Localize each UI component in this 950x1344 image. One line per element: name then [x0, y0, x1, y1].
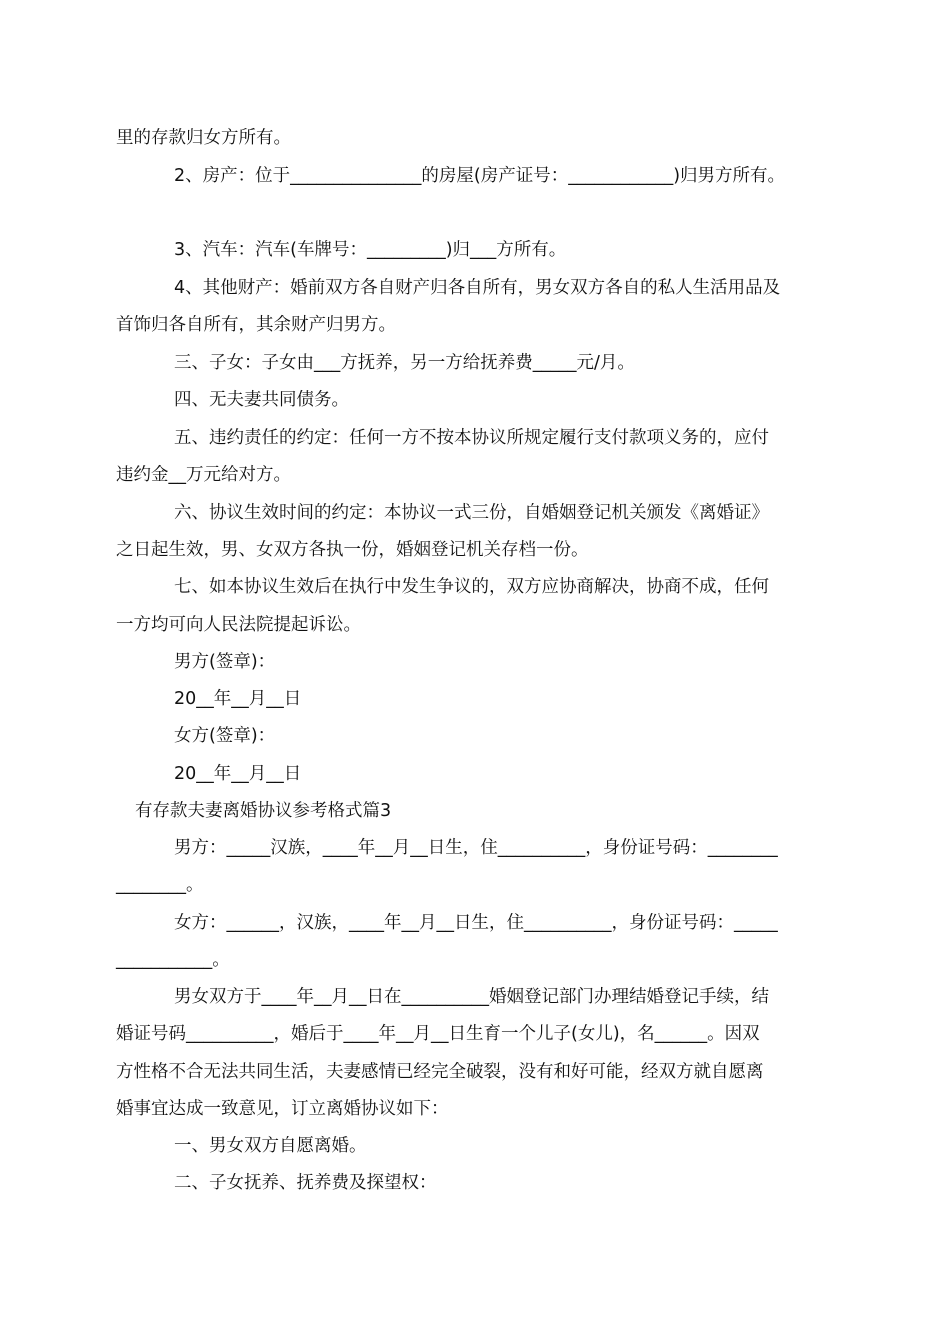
text-line: 一、男女双方自愿离婚。: [174, 1136, 367, 1156]
text-line: 2、房产：位于_______________的房屋(房产证号：____________)归男方所有。: [174, 166, 786, 186]
text-line: 婚事宜达成一致意见，订立离婚协议如下：: [116, 1099, 449, 1119]
text-line: 男女双方于____年__月__日在__________婚姻登记部门办理结婚登记手续，结: [174, 987, 769, 1007]
section-heading: 有存款夫妻离婚协议参考格式篇3: [135, 801, 392, 821]
text-line: ________。: [116, 875, 204, 895]
text-line: 三、子女：子女由___方抚养，另一方给抚养费_____元/月。: [174, 353, 635, 373]
text-line: 里的存款归女方所有。: [116, 128, 291, 148]
signature-label: 女方(签章)：: [174, 726, 276, 746]
text-line: 首饰归各自所有，其余财产归男方。: [116, 315, 396, 335]
date-line: 20__年__月__日: [174, 764, 302, 784]
text-line: 3、汽车：汽车(车牌号：_________)归___方所有。: [174, 240, 567, 260]
text-line: ___________。: [116, 950, 230, 970]
text-line: 一方均可向人民法院提起诉讼。: [116, 615, 361, 635]
text-line: 四、无夫妻共同债务。: [174, 390, 349, 410]
text-line: 违约金__万元给对方。: [116, 465, 291, 485]
text-line: 方性格不合无法共同生活，夫妻感情已经完全破裂，没有和好可能，经双方就自愿离: [116, 1062, 764, 1082]
text-line: 婚证号码__________，婚后于____年__月__日生育一个儿子(女儿)，名______。因双: [116, 1024, 760, 1044]
text-line: 七、如本协议生效后在执行中发生争议的，双方应协商解决，协商不成，任何: [174, 577, 769, 597]
text-line: 4、其他财产：婚前双方各自财产归各自所有，男女双方各自的私人生活用品及: [174, 278, 781, 298]
text-line: 五、违约责任的约定：任何一方不按本协议所规定履行支付款项义务的，应付: [174, 428, 769, 448]
signature-label: 男方(签章)：: [174, 652, 276, 672]
text-line: 女方：______，汉族，____年__月__日生，住__________，身份证号码：_____: [174, 913, 778, 933]
text-line: 六、协议生效时间的约定：本协议一式三份，自婚姻登记机关颁发《离婚证》: [174, 503, 769, 523]
text-line: 二、子女抚养、抚养费及探望权：: [174, 1173, 437, 1193]
date-line: 20__年__月__日: [174, 689, 302, 709]
text-line: 之日起生效，男、女双方各执一份，婚姻登记机关存档一份。: [116, 540, 589, 560]
text-line: 男方：_____汉族，____年__月__日生，住__________，身份证号码：________: [174, 838, 778, 858]
